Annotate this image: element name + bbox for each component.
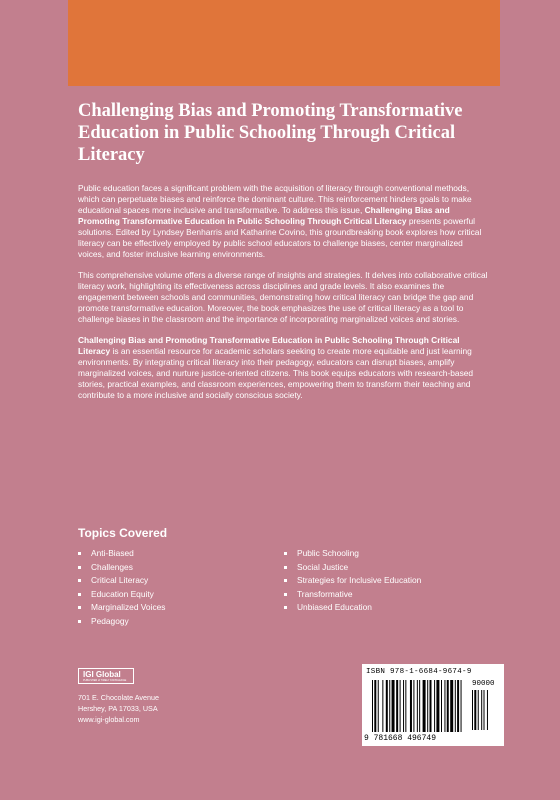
book-title: Challenging Bias and Promoting Transformative Education in Public Schooling Through Critical Literacy [78,101,463,165]
description-paragraph-1: Public education faces a significant problem with the acquisition of literacy through conventional methods, which can perpetuate biases and reinforce the dominant culture. This reinforcement hinders goals to make educational spaces more inclusive and transformative. To address this issue, Challenging Bias and Promoting Transformative Education in Public Schooling Through Critical Literacy presents powerful solutions. Edited by Lyndsey Benharris and Katharine Covino, this groundbreaking book explores how critical literacy can be effectively employed by public school educators to challenge biases, center marginalized voices, and foster inclusive learning environments. [78,183,482,259]
barcode-addon-bar [478,690,479,730]
topic-item: Challenges [78,561,165,575]
description [78,183,488,411]
topic-item: Education Equity [78,588,165,602]
barcode-bar [405,680,406,732]
barcode-addon-bar [487,690,488,730]
topic-item: Unbiased Education [284,601,421,615]
topic-item: Pedagogy [78,615,165,629]
topics-list-right [284,547,421,615]
barcode-bar [457,680,459,732]
topic-item: Critical Literacy [78,574,165,588]
barcode-digits: 9 781668 496749 [364,734,437,743]
barcode-bar [400,680,401,732]
barcode-bar [461,680,462,732]
topics-heading: Topics Covered [78,526,168,540]
topic-item: Strategies for Inclusive Education [284,574,421,588]
barcode-bar [392,680,395,732]
barcode-bar [441,680,442,732]
logo-tagline: PUBLISHER of TIMELY KNOWLEDGE [83,678,127,682]
barcode-bar [403,680,404,732]
topic-item: Public Schooling [284,547,421,561]
topic-item: Marginalized Voices [78,601,165,615]
barcode-bar [386,680,388,732]
barcode-bar [436,680,439,732]
address-line-2: Hershey, PA 17033, USA [78,704,158,713]
topic-item: Transformative [284,588,421,602]
isbn-barcode [362,664,504,746]
publisher-website: www.igi-global.com [78,715,140,724]
publisher-logo [78,668,134,684]
barcode-bar [423,680,426,732]
barcode-bar [382,680,383,732]
address-line-1: 701 E. Chocolate Avenue [78,693,159,702]
barcode-bar [444,680,445,732]
barcode-bar [417,680,418,732]
topic-item: Social Justice [284,561,421,575]
barcode-bar [419,680,420,732]
barcode-bar [447,680,449,732]
topics-list-left [78,547,165,628]
logo-text: IGI Global [83,669,121,679]
barcode-addon-digits: 90000 [472,680,495,688]
barcode-bar [378,680,379,732]
topic-item: Anti-Biased [78,547,165,561]
barcode-bar [410,680,412,732]
barcode-bar [450,680,453,732]
description-paragraph-2: This comprehensive volume offers a diverse range of insights and strategies. It delves into collaborative critical literacy work, highlighting its effectiveness across disciplines and grade levels. It also examines the engagement between schools and communities, demonstrating how critical literacy can bridge the gap and promote transformative education. Moreover, the book emphasizes the use of critical literacy as a tool to challenge biases in the classroom and the importance of incorporating marginalized voices and stories. [78,270,488,324]
barcode-bar [430,680,432,732]
barcode-bar [434,680,435,732]
barcode-addon-bar [474,690,476,730]
publisher-address [78,692,159,725]
barcode-bar [389,680,390,732]
barcode-bar [427,680,428,732]
barcode-addon-bar [484,690,485,730]
barcode-bar [374,680,376,732]
barcode-bar [455,680,456,732]
description-paragraph-3: Challenging Bias and Promoting Transformative Education in Public Schooling Through Critical Literacy is an essential resource for academic scholars seeking to create more equitable and just learning environments. By integrating critical literacy into their pedagogy, educators can disrupt biases, amplify marginalized voices, and nurture justice-oriented citizens. This book equips educators with research-based stories, practical examples, and classroom experiences, empowering them to transform their teaching and contribute to a more inclusive and socially conscious society. [78,335,474,400]
barcode-bar [372,680,373,732]
cover-color-block [68,0,500,86]
barcode-bar [396,680,398,732]
barcode-addon-bar [481,690,482,730]
barcode-bar [413,680,414,732]
barcode-addon-bar [472,690,473,730]
isbn-label: ISBN 978-1-6684-9674-9 [366,668,472,676]
